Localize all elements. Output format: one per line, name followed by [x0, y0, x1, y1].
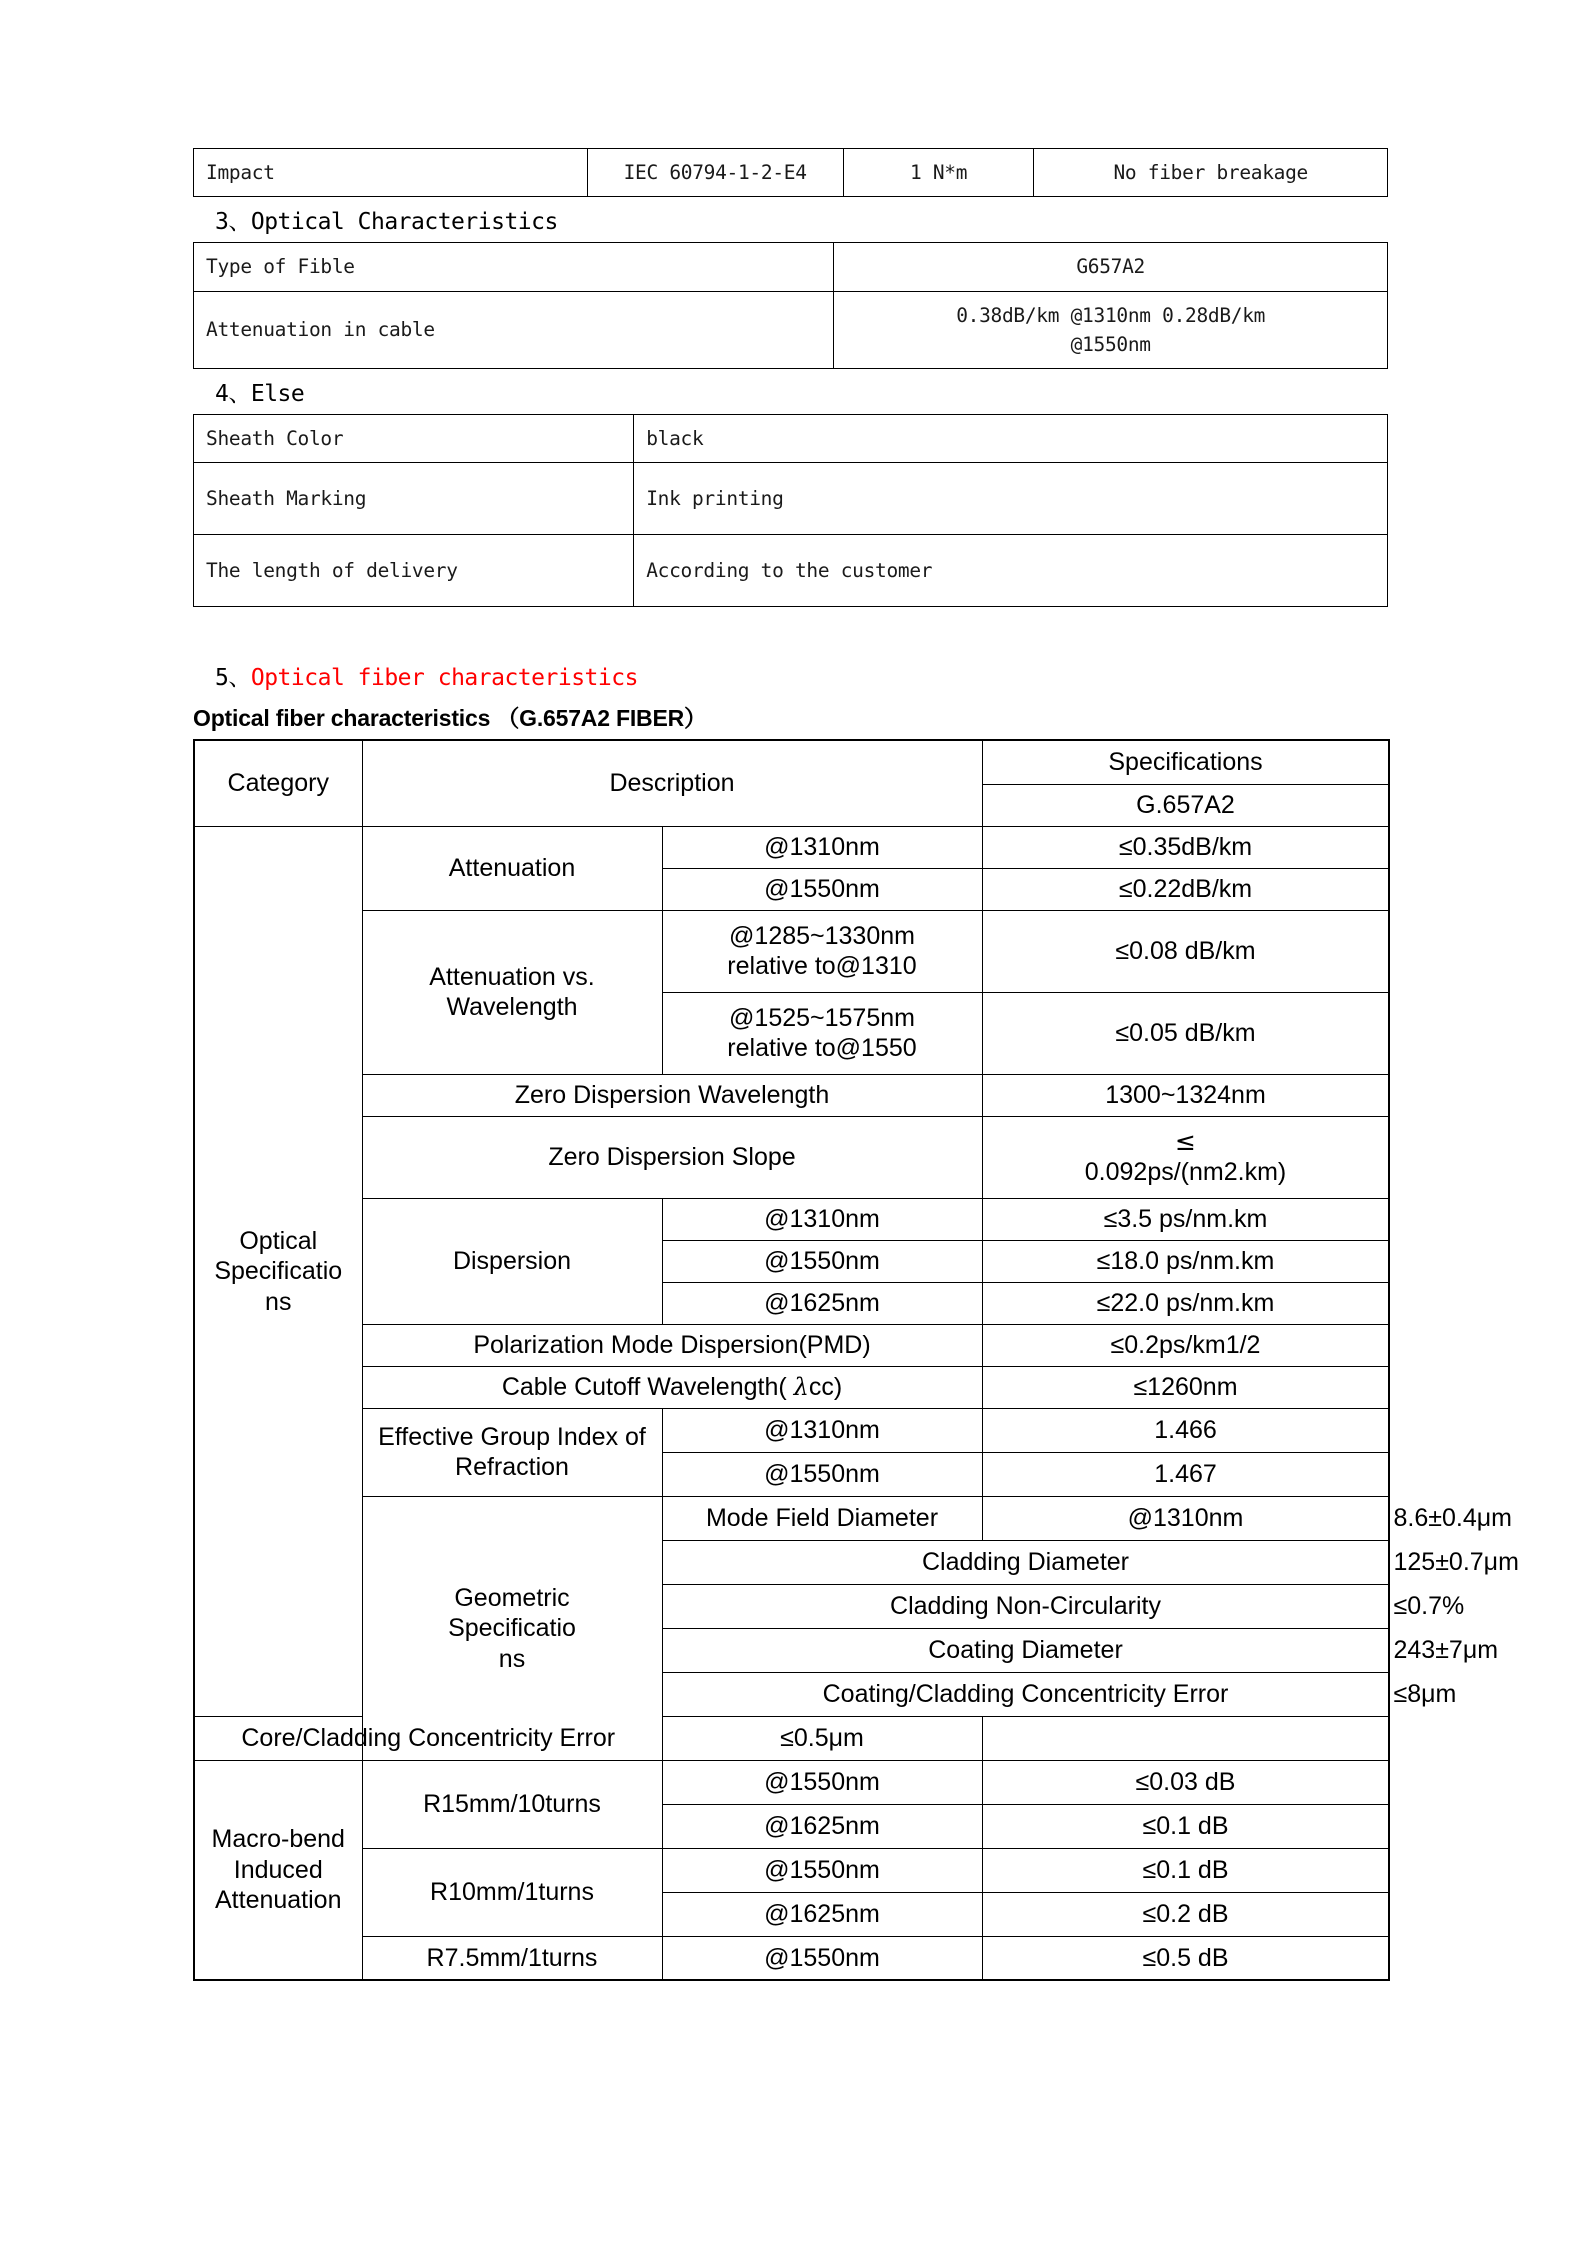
desc-r15mm-10turns: R15mm/10turns	[362, 1760, 662, 1848]
cond-dispersion-1310: @1310nm	[662, 1198, 982, 1240]
header-specifications: Specifications	[982, 740, 1389, 784]
spec-table-subtitle: Optical fiber characteristics （G.657A2 FIBER）	[193, 705, 707, 732]
lambda-symbol: λ	[793, 1373, 809, 1401]
cond-egi-1310: @1310nm	[662, 1408, 982, 1452]
category-optical-line3: ns	[265, 1287, 292, 1316]
attenuation-in-cable-value	[834, 291, 1388, 369]
cond-mfd-1310: @1310nm	[982, 1496, 1389, 1540]
cond-1525-line1: @1525~1575nm	[729, 1003, 915, 1032]
sheath-color-label: Sheath Color	[194, 415, 634, 463]
section-5-heading	[215, 659, 1388, 692]
table-row: Geometric Specificatio ns Mode Field Diameter @1310nm 8.6±0.4μm	[194, 1496, 1389, 1540]
optical-characteristics-table	[193, 242, 1388, 369]
cond-r75-1550: @1550nm	[662, 1936, 982, 1980]
cond-1285-line2: relative to@1310	[727, 952, 917, 981]
spec-attenuation-1550: ≤0.22dB/km	[982, 868, 1389, 910]
impact-standard: IEC 60794-1-2-E4	[587, 149, 843, 197]
desc-coating-diameter: Coating Diameter	[662, 1628, 1389, 1672]
category-macrobend-line1: Macro-bend	[211, 1825, 345, 1854]
table-row	[194, 826, 1389, 868]
impact-table	[193, 148, 1388, 197]
desc-egi-line2: Refraction	[455, 1453, 569, 1482]
cond-dispersion-1625: @1625nm	[662, 1282, 982, 1324]
cond-1285-line1: @1285~1330nm	[729, 921, 915, 950]
table-row	[194, 1116, 1389, 1198]
cutoff-pre: Cable Cutoff Wavelength(	[501, 1373, 794, 1401]
impact-value: 1 N*m	[843, 149, 1034, 197]
cond-attenuation-1550: @1550nm	[662, 868, 982, 910]
desc-core-cladding-concentricity: Core/Cladding Concentricity Error	[194, 1716, 662, 1760]
impact-requirement: No fiber breakage	[1034, 149, 1388, 197]
fiber-type-value: G657A2	[834, 243, 1388, 291]
table-row	[194, 1324, 1389, 1366]
header-description: Description	[362, 740, 982, 826]
desc-r10mm-1turns: R10mm/1turns	[362, 1848, 662, 1936]
table-row	[194, 149, 1388, 197]
table-row	[194, 1198, 1389, 1240]
table-row: Coating Diameter 243±7μm	[194, 1628, 1389, 1672]
spec-r75-1550: ≤0.5 dB	[982, 1936, 1389, 1980]
desc-coating-cladding-concentricity: Coating/Cladding Concentricity Error	[662, 1672, 1389, 1716]
header-category: Category	[194, 740, 362, 826]
desc-dispersion: Dispersion	[362, 1198, 662, 1324]
cond-egi-1550: @1550nm	[662, 1452, 982, 1496]
desc-effective-group-index	[362, 1408, 662, 1496]
desc-egi-line1: Effective Group Index of	[378, 1422, 646, 1451]
desc-pmd: Polarization Mode Dispersion(PMD)	[362, 1324, 982, 1366]
spec-r10-1625: ≤0.2 dB	[982, 1892, 1389, 1936]
desc-zero-dispersion-slope: Zero Dispersion Slope	[362, 1116, 982, 1198]
table-header-row	[194, 740, 1389, 784]
page-content	[193, 148, 1519, 1981]
category-geometric-line3: ns	[498, 1644, 526, 1673]
cond-r15-1625: @1625nm	[662, 1804, 982, 1848]
category-macro-bend-induced-attenuation	[194, 1760, 362, 1980]
desc-r75mm-1turns: R7.5mm/1turns	[362, 1936, 662, 1980]
spec-r15-1550: ≤0.03 dB	[982, 1760, 1389, 1804]
cond-dispersion-1550: @1550nm	[662, 1240, 982, 1282]
category-optical-line2: Specificatio	[214, 1257, 343, 1285]
desc-attenuation: Attenuation	[362, 826, 662, 910]
table-row: Cladding Diameter 125±0.7μm	[194, 1540, 1389, 1584]
desc-avw-line2: Wavelength	[446, 993, 578, 1022]
spec-dispersion-1625: ≤22.0 ps/nm.km	[982, 1282, 1389, 1324]
spec-zero-dispersion-wavelength: 1300~1324nm	[982, 1074, 1389, 1116]
header-spec-value: G.657A2	[982, 784, 1389, 826]
category-geometric-line2: Specificatio	[448, 1614, 576, 1642]
category-macrobend-line3: Attenuation	[215, 1886, 342, 1915]
spec-zds-line2: 0.092ps/(nm2.km)	[1084, 1158, 1287, 1187]
section-3-heading: 3、Optical Characteristics	[215, 209, 558, 236]
cond-r15-1550: @1550nm	[662, 1760, 982, 1804]
cond-1525-line2: relative to@1550	[727, 1034, 917, 1063]
desc-cladding-diameter: Cladding Diameter	[662, 1540, 1389, 1584]
cond-1285-1330	[662, 910, 982, 992]
spec-r15-1625: ≤0.1 dB	[982, 1804, 1389, 1848]
section-5-heading-block	[215, 659, 1388, 692]
sheath-marking-label: Sheath Marking	[194, 463, 634, 535]
spec-cable-cutoff-wavelength: ≤1260nm	[982, 1366, 1389, 1408]
delivery-length-label: The length of delivery	[194, 535, 634, 607]
table-row: Coating/Cladding Concentricity Error ≤8μm	[194, 1672, 1389, 1716]
table-row	[194, 1366, 1389, 1408]
spec-avw-1550: ≤0.05 dB/km	[982, 992, 1389, 1074]
cond-r10-1625: @1625nm	[662, 1892, 982, 1936]
spec-zds-line1: ≤	[1175, 1126, 1196, 1156]
spec-r10-1550: ≤0.1 dB	[982, 1848, 1389, 1892]
delivery-length-value: According to the customer	[634, 535, 1388, 607]
category-macrobend-line2: Induced	[233, 1855, 323, 1884]
attenuation-line-1: 0.38dB/km @1310nm 0.28dB/km	[956, 303, 1266, 327]
cond-r10-1550: @1550nm	[662, 1848, 982, 1892]
table-row	[194, 1848, 1389, 1892]
table-row	[194, 1716, 1389, 1760]
category-optical-line1: Optical	[239, 1226, 318, 1255]
table-row	[194, 415, 1388, 463]
fiber-specification-table	[193, 739, 1519, 1981]
desc-zero-dispersion-wavelength: Zero Dispersion Wavelength	[362, 1074, 982, 1116]
spec-core-cladding-concentricity: ≤0.5μm	[662, 1716, 982, 1760]
spec-dispersion-1310: ≤3.5 ps/nm.km	[982, 1198, 1389, 1240]
category-optical-specifications	[194, 826, 362, 1716]
desc-attenuation-vs-wavelength	[362, 910, 662, 1074]
category-geometric-line1: Geometric	[454, 1583, 570, 1612]
spec-dispersion-1550: ≤18.0 ps/nm.km	[982, 1240, 1389, 1282]
table-row	[194, 1760, 1389, 1804]
table-row	[194, 535, 1388, 607]
fiber-type-label: Type of Fible	[194, 243, 834, 291]
table-row	[194, 243, 1388, 291]
spec-attenuation-1310: ≤0.35dB/km	[982, 826, 1389, 868]
table-row	[194, 463, 1388, 535]
spec-egi-1310: 1.466	[982, 1408, 1389, 1452]
attenuation-line-2: @1550nm	[1070, 332, 1151, 356]
desc-mode-field-diameter: Mode Field Diameter	[662, 1496, 982, 1540]
table-row	[194, 1074, 1389, 1116]
else-table	[193, 414, 1388, 607]
spec-avw-1310: ≤0.08 dB/km	[982, 910, 1389, 992]
spec-egi-1550: 1.467	[982, 1452, 1389, 1496]
section-5-title: Optical fiber characteristics	[250, 665, 638, 692]
cond-attenuation-1310: @1310nm	[662, 826, 982, 868]
sheath-color-value: black	[634, 415, 1388, 463]
desc-cladding-non-circularity: Cladding Non-Circularity	[662, 1584, 1389, 1628]
cond-1525-1575	[662, 992, 982, 1074]
desc-avw-line1: Attenuation vs.	[429, 962, 595, 991]
spec-pmd: ≤0.2ps/km1/2	[982, 1324, 1389, 1366]
table-row	[194, 910, 1389, 992]
section-4-heading: 4、Else	[215, 381, 305, 407]
table-row	[194, 291, 1388, 369]
cutoff-post: cc)	[808, 1373, 843, 1401]
table-row	[194, 1936, 1389, 1980]
spec-zero-dispersion-slope	[982, 1116, 1389, 1198]
table-row: Cladding Non-Circularity ≤0.7%	[194, 1584, 1389, 1628]
table-row	[194, 1408, 1389, 1452]
section-5-number: 5、	[215, 665, 251, 692]
impact-label: Impact	[194, 149, 588, 197]
sheath-marking-value: Ink printing	[634, 463, 1388, 535]
attenuation-in-cable-label: Attenuation in cable	[194, 291, 834, 369]
desc-cable-cutoff-wavelength	[362, 1366, 982, 1408]
